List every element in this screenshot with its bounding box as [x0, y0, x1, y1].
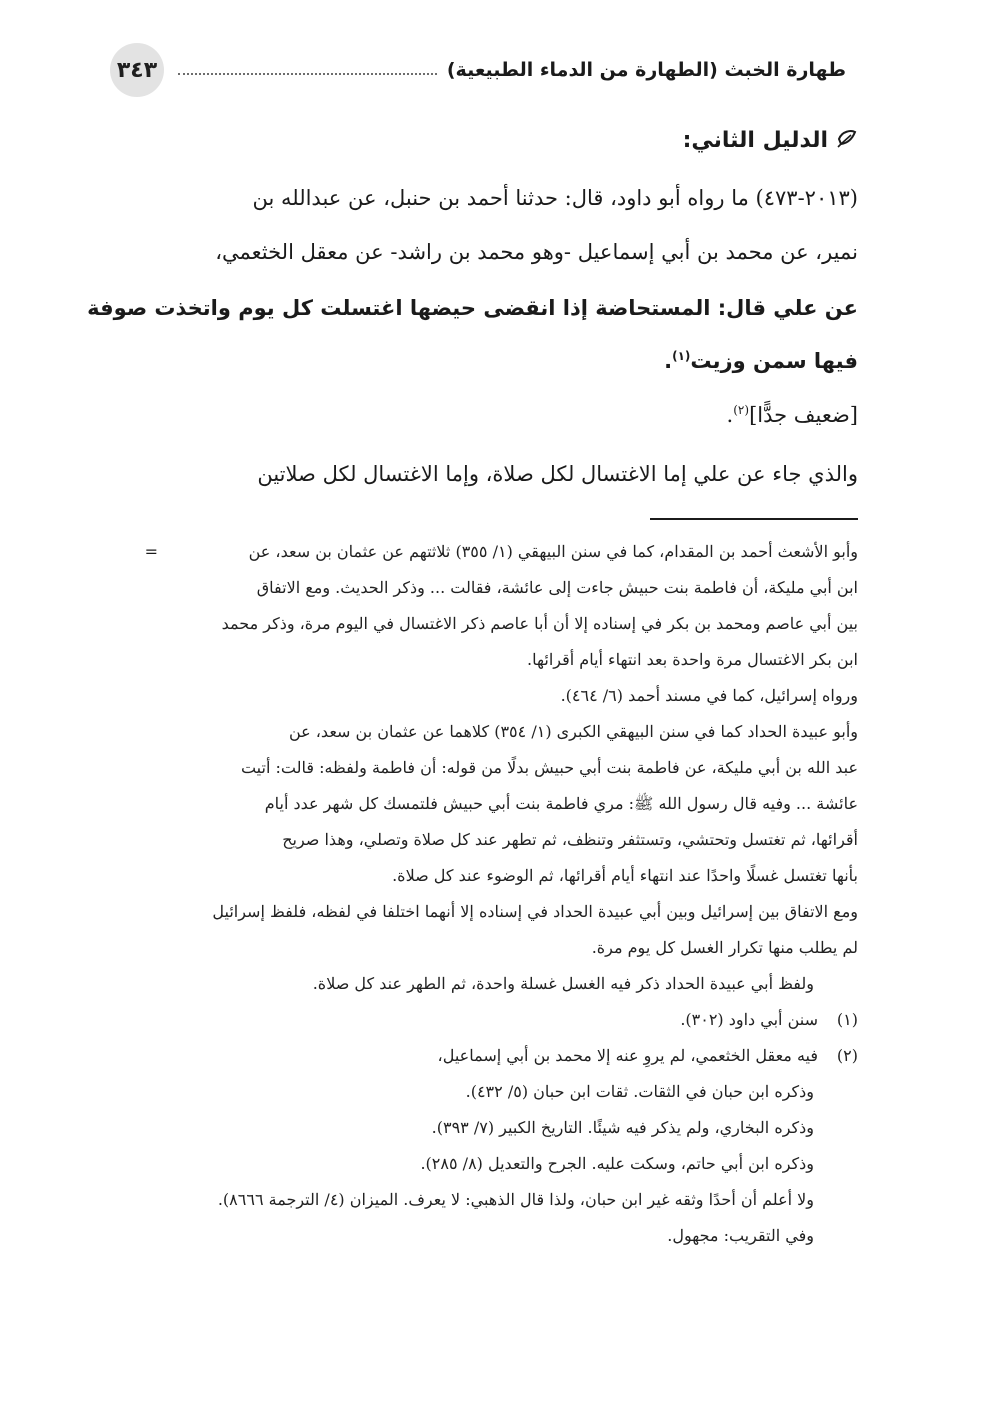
- footnote-line: ولفظ أبي عبيدة الحداد ذكر فيه الغسل غسلة واحدة، ثم الطهر عند كل صلاة.: [312, 974, 814, 993]
- hadith-text-line-1: عن علي قال: المستحاضة إذا انقضى حيضها اغتسلت كل يوم واتخذت صوفة: [87, 296, 858, 320]
- footnote-number: (١): [836, 1010, 858, 1029]
- footnote-line: أقرائها، ثم تغتسل وتحتشي، وتستثفر وتنظف، ثم تطهر عند كل صلاة وتصلي، وهذا صريح: [282, 830, 858, 849]
- page-header: [110, 44, 850, 96]
- continuation-mark: =: [144, 542, 158, 561]
- footnote-line: وأبو عبيدة الحداد كما في سنن البيهقي الكبرى (١/ ٣٥٤) كلاهما عن عثمان بن سعد، عن: [288, 722, 858, 741]
- footnote-line: بأنها تغتسل غسلًا واحدًا عند انتهاء أيام أقرائها، ثم الوضوء عند كل صلاة.: [392, 866, 858, 885]
- body-line-1: (٢٠١٣-٤٧٣) ما رواه أبو داود، قال: حدثنا أحمد بن حنبل، عن عبدالله بن: [252, 186, 858, 210]
- footnote-2-line: ولا أعلم أن أحدًا وثقه غير ابن حبان، ولذا قال الذهبي: لا يعرف. الميزان (٤/ الترجمة ٨٦٦٦).: [217, 1190, 814, 1209]
- body-line-6: والذي جاء عن علي إما الاغتسال لكل صلاة، وإما الاغتسال لكل صلاتين: [257, 462, 858, 486]
- footnote-2-line: وفي التقريب: مجهول.: [667, 1226, 814, 1245]
- running-title: طهارة الخبث (الطهارة من الدماء الطبيعية): [446, 59, 846, 81]
- body-line-2: نمير، عن محمد بن أبي إسماعيل -وهو محمد بن راشد- عن معقل الخثعمي،: [215, 240, 858, 264]
- grading-line: [ضعيف جدًّا]$^{(٢)}$.: [726, 403, 858, 427]
- footnote-line: ومع الاتفاق بين إسرائيل وبين أبي عبيدة الحداد في إسناده إلا أنهما اختلفا في لفظه، فلفظ إسرائيل: [212, 902, 858, 921]
- footnote-line: عبد الله بن أبي مليكة، عن فاطمة بنت أبي حبيش بدلًا من قوله: أن فاطمة ولفظه: قالت: أتيت: [240, 758, 858, 777]
- footnote-2-line: وذكره البخاري، ولم يذكر فيه شيئًا. التاريخ الكبير (٧/ ٣٩٣).: [431, 1118, 814, 1137]
- footnote-ref-1[interactable]: (١): [672, 349, 691, 363]
- footnote-ref-2[interactable]: (٢): [733, 403, 750, 417]
- hadith-text-line-2: فيها سمن وزيت$^{(١)}$.: [664, 349, 858, 373]
- footnote-number: (٢): [836, 1046, 858, 1065]
- footnote-2: (٢)فيه معقل الخثعمي، لم يروِ عنه إلا محمد بن أبي إسماعيل،: [437, 1046, 858, 1065]
- footnote-1: (١)سنن أبي داود (٣٠٢).: [680, 1010, 858, 1029]
- footnote-line: ورواه إسرائيل، كما في مسند أحمد (٦/ ٤٦٤).: [560, 686, 858, 705]
- footnote-separator: [650, 518, 858, 520]
- footnote-2-line: وذكره ابن حبان في الثقات. ثقات ابن حبان (٥/ ٤٣٢).: [465, 1082, 814, 1101]
- header-dot-leader: [178, 73, 437, 75]
- footnote-line: عائشة ... وفيه قال رسول الله ﷺ: مري فاطمة بنت أبي حبيش فلتمسك كل شهر عدد أيام: [264, 794, 858, 813]
- footnote-line: ابن أبي مليكة، أن فاطمة بنت حبيش جاءت إلى عائشة، فقالت ... وذكر الحديث. ومع الاتفاق: [256, 578, 858, 597]
- section-heading: الدليل الثاني:: [118, 128, 858, 153]
- footnote-line: وأبو الأشعث أحمد بن المقدام، كما في سنن البيهقي (١/ ٣٥٥) ثلاثتهم عن عثمان بن سعد، عن: [248, 542, 858, 561]
- footnote-line: لم يطلب منها تكرار الغسل كل يوم مرة.: [591, 938, 858, 957]
- leaf-icon: [836, 128, 858, 153]
- footnote-line: بين أبي عاصم ومحمد بن بكر في إسناده إلا أن أبا عاصم ذكر الاغتسال في اليوم مرة، وذكر محمد: [221, 614, 858, 633]
- footnote-2-line: وذكره ابن أبي حاتم، وسكت عليه. الجرح والتعديل (٨/ ٢٨٥).: [420, 1154, 814, 1173]
- page-number-badge: ٣٤٣: [110, 43, 164, 97]
- footnote-line: ابن بكر الاغتسال مرة واحدة بعد انتهاء أيام أقرائها.: [527, 650, 858, 669]
